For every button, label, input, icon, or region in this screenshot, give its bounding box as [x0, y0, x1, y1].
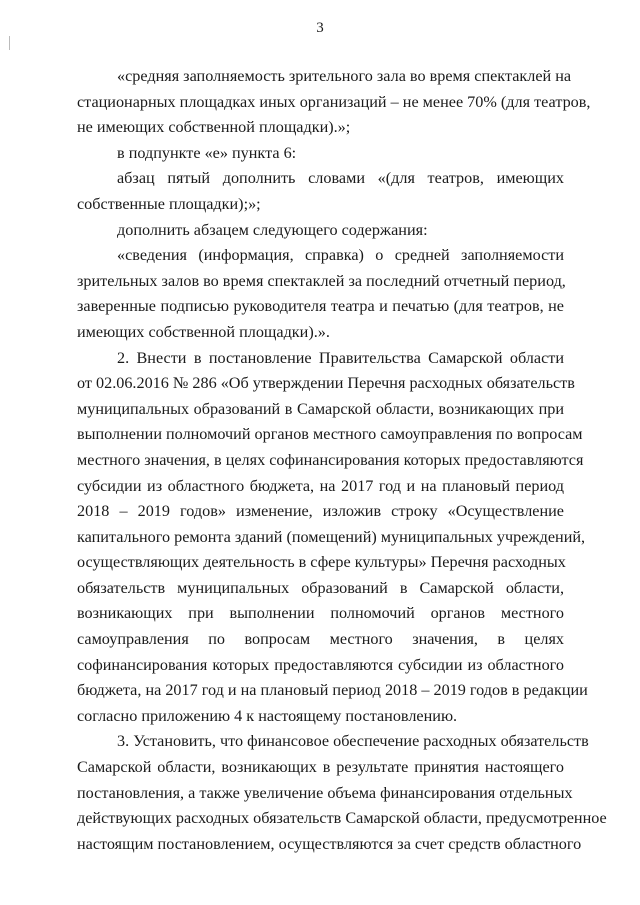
text-line: стационарных площадках иных организаций – не менее 70% (для театров, — [77, 92, 591, 111]
text-line: осуществляющих деятельность в сфере культуры» Перечня расходных — [77, 553, 566, 572]
document-body — [77, 64, 607, 857]
text-line: 2. Внести в постановление Правительства Самарской области — [117, 348, 564, 367]
text-line: настоящим постановлением, осуществляются за счет средств областного — [77, 834, 582, 853]
paragraph — [77, 218, 564, 244]
page-number: 3 — [316, 20, 324, 36]
text-line: самоуправления по вопросам местного значения, в целях — [77, 630, 564, 649]
text-line: субсидии из областного бюджета, на 2017 год и на плановый период — [77, 476, 564, 495]
text-line: заверенные подписью руководителя театра и печатью (для театров, не — [77, 297, 564, 316]
text-line: зрительных залов во время спектаклей за последний отчетный период, — [77, 271, 566, 290]
text-line: «средняя заполняемость зрительного зала во время спектаклей на — [117, 67, 572, 85]
text-line: собственные площадки);»; — [77, 194, 261, 213]
text-line: выполнении полномочий органов местного самоуправления по вопросам — [77, 425, 583, 444]
text-line: абзац пятый дополнить словами «(для театров, имеющих — [117, 169, 564, 188]
text-line: от 02.06.2016 № 286 «Об утверждении Перечня расходных обязательств — [77, 374, 575, 393]
text-line: дополнить абзацем следующего содержания: — [117, 220, 428, 239]
paragraph — [77, 346, 588, 730]
text-line: Самарской области, возникающих в результате принятия настоящего — [77, 758, 564, 777]
text-line: 2018 – 2019 годов» изменение, изложив строку «Осуществление — [77, 502, 564, 521]
paragraph — [77, 729, 607, 857]
text-line: «сведения (информация, справка) о средней заполняемости — [117, 246, 564, 265]
paragraph — [77, 64, 591, 141]
text-line: бюджета, на 2017 год и на плановый период 2018 – 2019 годов в редакции — [77, 681, 588, 700]
text-line: муниципальных образований в Самарской области, возникающих при — [77, 399, 564, 418]
text-line: имеющих собственной площадки).». — [77, 322, 330, 341]
text-line: не имеющих собственной площадки).»; — [77, 118, 351, 137]
text-line: в подпункте «е» пункта 6: — [117, 143, 297, 162]
text-line: согласно приложению 4 к настоящему постановлению. — [77, 706, 458, 725]
text-line: обязательств муниципальных образований в Самарской области, — [77, 578, 564, 597]
text-line: действующих расходных обязательств Самарской области, предусмотренное — [77, 809, 607, 828]
paragraph — [77, 166, 564, 217]
text-line: капитального ремонта зданий (помещений) муниципальных учреждений, — [77, 527, 586, 546]
paragraph — [77, 243, 564, 345]
text-line: местного значения, в целях софинансирования которых предоставляются — [77, 450, 584, 469]
text-line: постановления, а также увеличение объема финансирования отдельных — [77, 783, 573, 802]
text-line: софинансирования которых предоставляются субсидии из областного — [77, 655, 564, 674]
margin-mark — [9, 36, 10, 50]
paragraph — [77, 141, 564, 167]
text-line: 3. Установить, что финансовое обеспечение расходных обязательств — [117, 732, 589, 751]
text-line: возникающих при выполнении полномочий органов местного — [77, 604, 564, 623]
